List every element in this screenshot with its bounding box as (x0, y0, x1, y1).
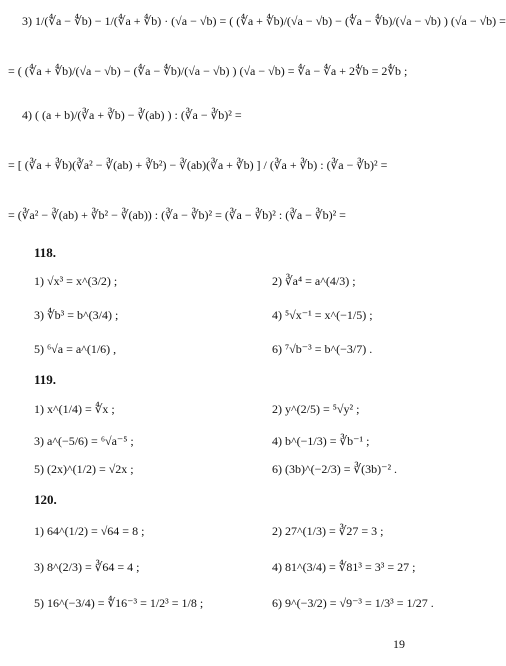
exercise-item: 2) ∛a⁴ = a^(4/3) ; (272, 274, 356, 288)
section-number-118: 118. (34, 245, 57, 260)
exercise-item: 5) (2x)^(1/2) = √2x ; (34, 462, 134, 476)
exercise-item: 3) 8^(2/3) = ∛64 = 4 ; (34, 560, 140, 574)
solution-line-3-cont: = ( (∜a + ∜b)/(√a − √b) − (∜a − ∜b)/(√a − √b) ) (√a − √b) = ∜a − ∜a + 2∜b = 2∜b ; (8, 64, 408, 78)
exercise-item: 1) √x³ = x^(3/2) ; (34, 274, 118, 288)
exercise-item: 4) b^(−1/3) = ∛b⁻¹ ; (272, 434, 370, 448)
exercise-item: 3) a^(−5/6) = ⁶√a⁻⁵ ; (34, 434, 134, 448)
exercise-item: 5) 16^(−3/4) = ∜16⁻³ = 1/2³ = 1/8 ; (34, 596, 204, 610)
exercise-item: 5) ⁶√a = a^(1/6) , (34, 342, 117, 356)
solution-line-4-cont: = [ (∛a + ∛b)(∛a² − ∛(ab) + ∛b²) − ∛(ab)(∛a + ∛b) ] / (∛a + ∛b) : (∛a − ∛b)² = (8, 158, 388, 172)
page-number: 19 (393, 637, 405, 651)
section-number-120: 120. (34, 492, 57, 507)
exercise-item: 4) ⁵√x⁻¹ = x^(−1/5) ; (272, 308, 373, 322)
exercise-item: 6) (3b)^(−2/3) = ∛(3b)⁻² . (272, 462, 398, 476)
solution-line-4-end: = (∛a² − ∛(ab) + ∛b² − ∛(ab)) : (∛a − ∛b)² = (∛a − ∛b)² : (∛a − ∛b)² = (8, 208, 346, 222)
exercise-item: 1) x^(1/4) = ∜x ; (34, 402, 115, 416)
exercise-item: 1) 64^(1/2) = √64 = 8 ; (34, 524, 145, 538)
exercise-item: 2) 27^(1/3) = ∛27 = 3 ; (272, 524, 384, 538)
solution-line-3: 3) 1/(∜a − ∜b) − 1/(∜a + ∜b) · (√a − √b) = ( (∜a + ∜b)/(√a − √b) − (∜a − ∜b)/(√a − √b) ) (√a − √b) = (22, 14, 506, 28)
exercise-item: 6) 9^(−3/2) = √9⁻³ = 1/3³ = 1/27 . (272, 596, 434, 610)
exercise-item: 4) 81^(3/4) = ∜81³ = 3³ = 27 ; (272, 560, 416, 574)
solution-line-4: 4) ( (a + b)/(∛a + ∛b) − ∛(ab) ) : (∛a − ∛b)² = (22, 108, 242, 122)
exercise-item: 6) ⁷√b⁻³ = b^(−3/7) . (272, 342, 373, 356)
section-number-119: 119. (34, 372, 57, 387)
exercise-item: 3) ∜b³ = b^(3/4) ; (34, 308, 119, 322)
exercise-item: 2) y^(2/5) = ⁵√y² ; (272, 402, 360, 416)
